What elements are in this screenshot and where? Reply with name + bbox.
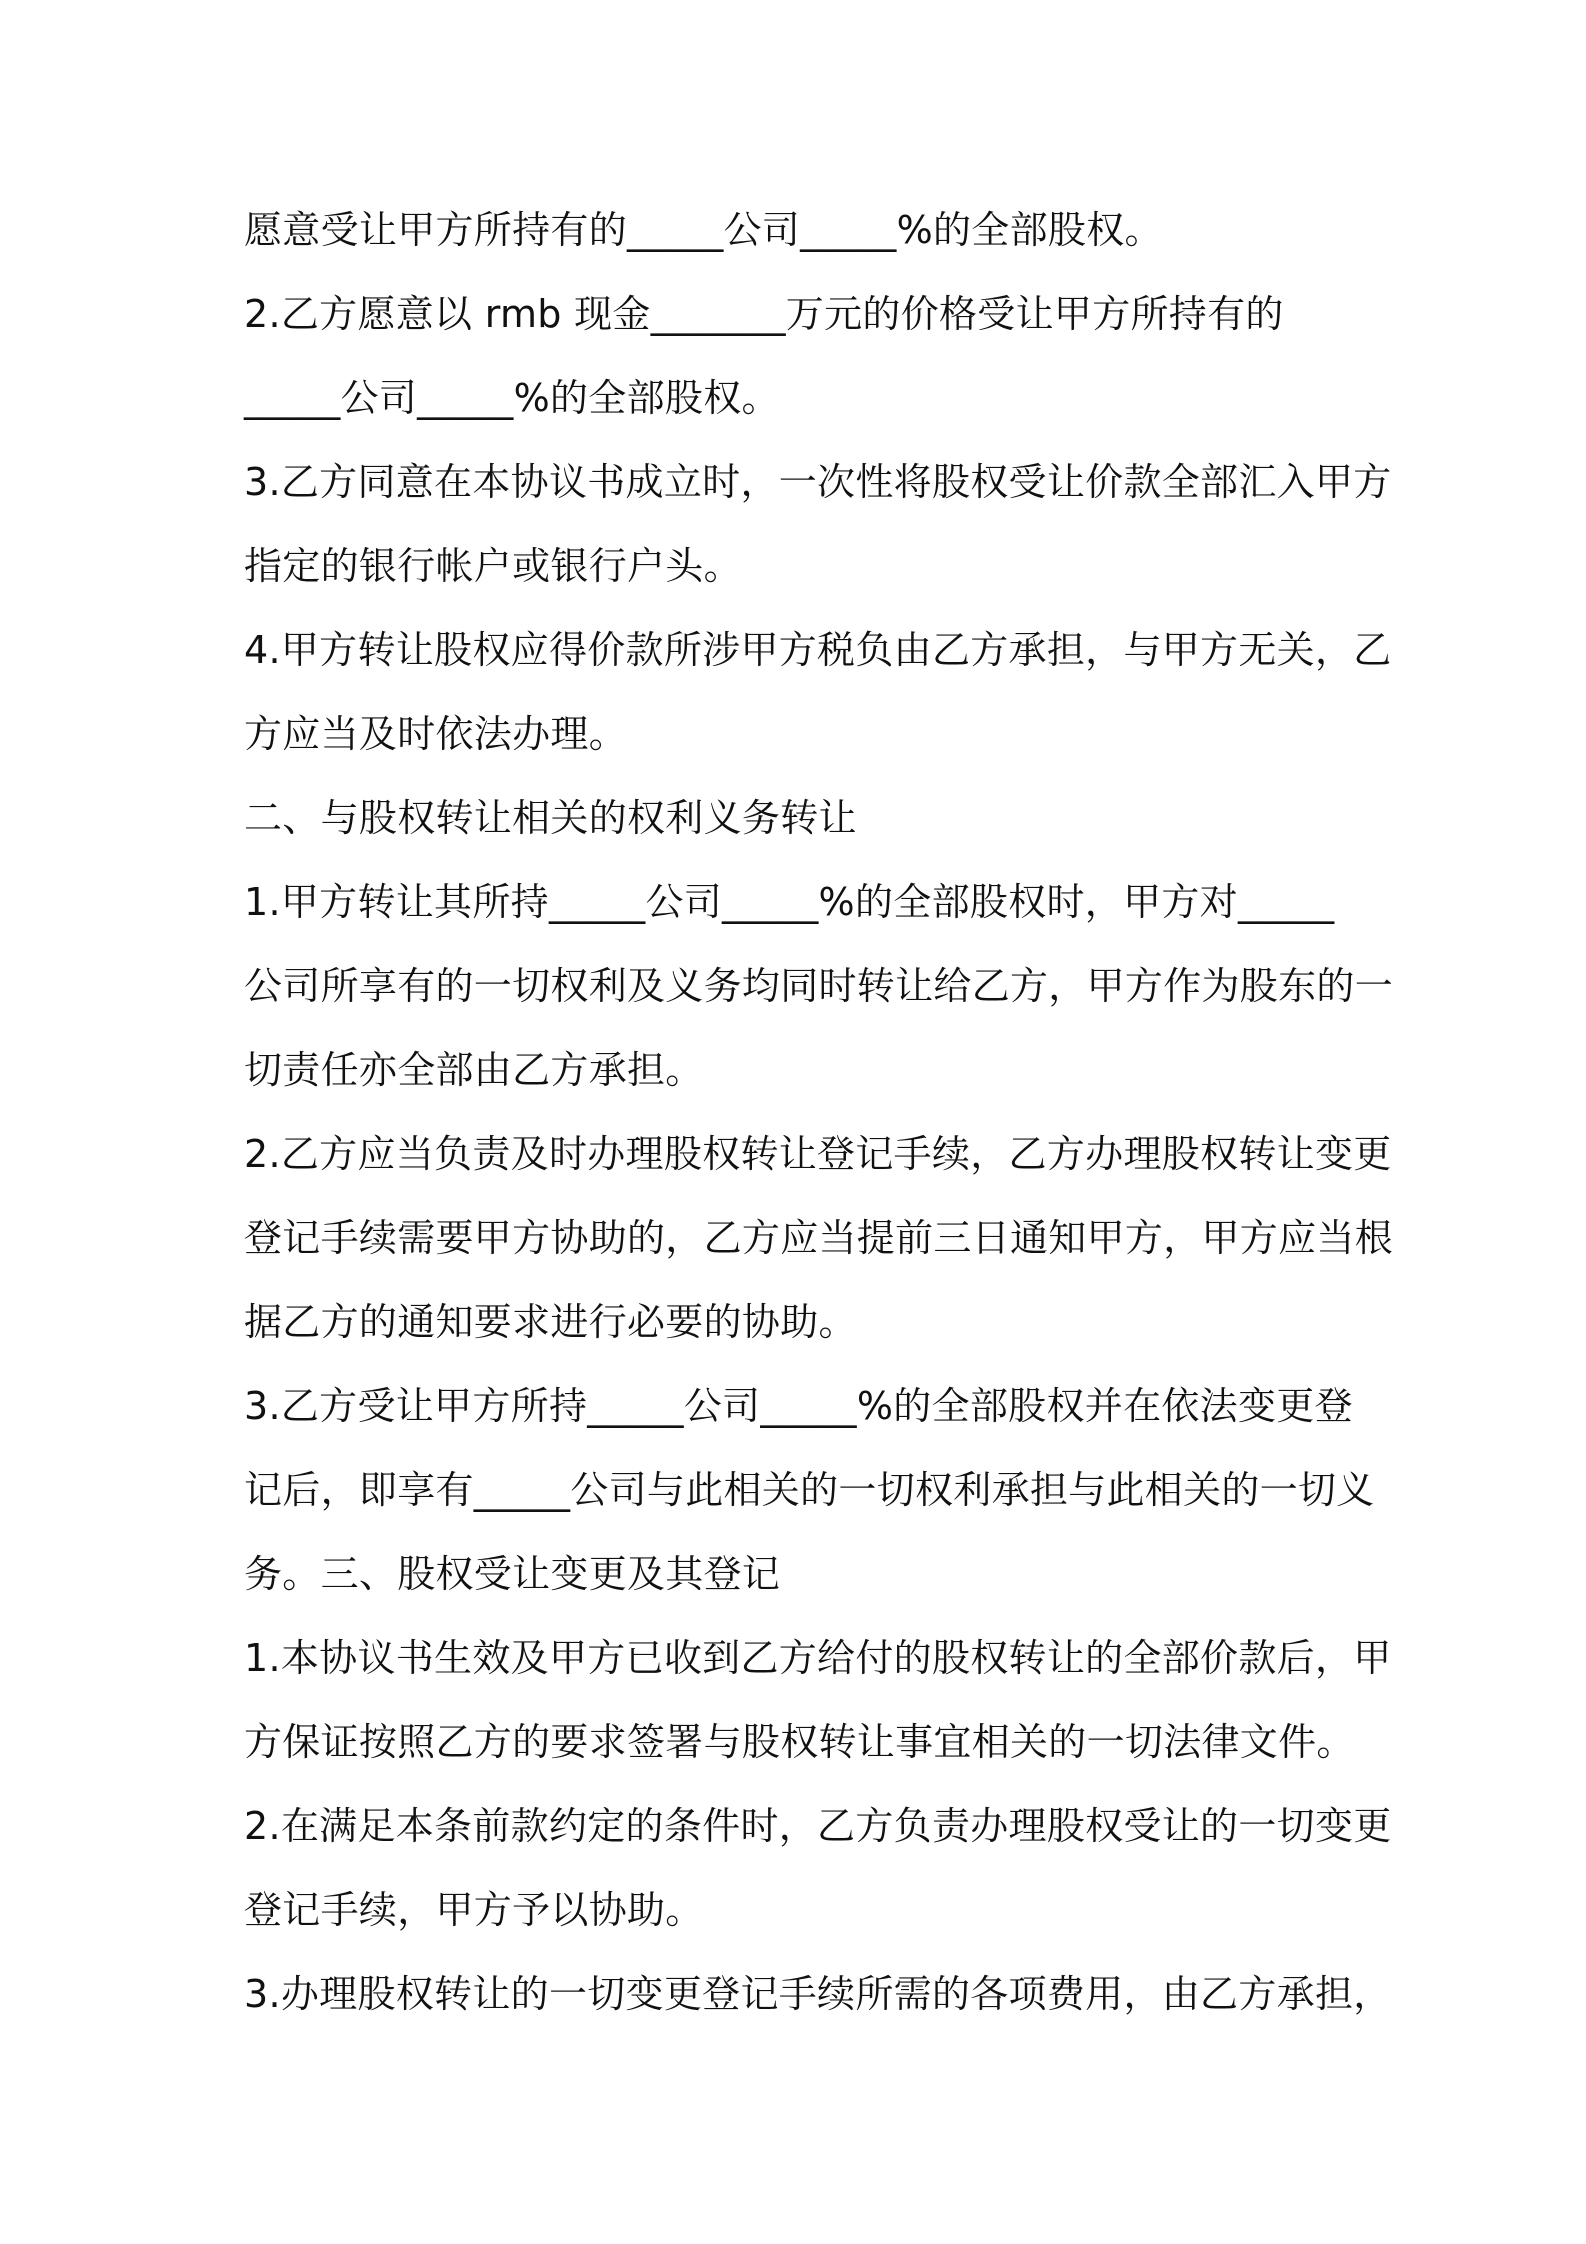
text-line: _____公司_____%的全部股权。: [244, 376, 780, 420]
text-line: 4.甲方转让股权应得价款所涉甲方税负由乙方承担，与甲方无关，乙: [244, 628, 1392, 672]
text-line: 3.乙方同意在本协议书成立时，一次性将股权受让价款全部汇入甲方: [244, 460, 1392, 504]
text-line: 记后，即享有_____公司与此相关的一切权利承担与此相关的一切义: [244, 1468, 1375, 1512]
text-line: 3.办理股权转让的一切变更登记手续所需的各项费用，由乙方承担，: [244, 1972, 1392, 2016]
text-line: 1.甲方转让其所持_____公司_____%的全部股权时，甲方对_____: [244, 880, 1335, 924]
text-line: 切责任亦全部由乙方承担。: [244, 1048, 704, 1092]
text-line: 3.乙方受让甲方所持_____公司_____%的全部股权并在依法变更登: [244, 1384, 1353, 1428]
text-line: 方保证按照乙方的要求签署与股权转让事宜相关的一切法律文件。: [244, 1720, 1355, 1764]
text-line: 指定的银行帐户或银行户头。: [244, 544, 742, 588]
text-line: 2.乙方应当负责及时办理股权转让登记手续，乙方办理股权转让变更: [244, 1132, 1392, 1176]
text-line: 公司所享有的一切权利及义务均同时转让给乙方，甲方作为股东的一: [244, 964, 1394, 1008]
text-line: 方应当及时依法办理。: [244, 712, 628, 756]
text-line: 2.在满足本条前款约定的条件时，乙方负责办理股权受让的一切变更: [244, 1804, 1392, 1848]
text-line: 1.本协议书生效及甲方已收到乙方给付的股权转让的全部价款后，甲: [244, 1636, 1392, 1680]
text-line: 据乙方的通知要求进行必要的协助。: [244, 1300, 857, 1344]
text-line: 登记手续，甲方予以协助。: [244, 1888, 704, 1932]
text-line: 愿意受让甲方所持有的_____公司_____%的全部股权。: [244, 208, 1163, 252]
text-line: 2.乙方愿意以 rmb 现金_______万元的价格受让甲方所持有的: [244, 292, 1284, 336]
text-line: 登记手续需要甲方协助的，乙方应当提前三日通知甲方，甲方应当根: [244, 1216, 1394, 1260]
text-line: 务。三、股权受让变更及其登记: [244, 1552, 781, 1596]
section-heading: 二、与股权转让相关的权利义务转让: [244, 796, 857, 840]
document-body: [244, 188, 1394, 2036]
